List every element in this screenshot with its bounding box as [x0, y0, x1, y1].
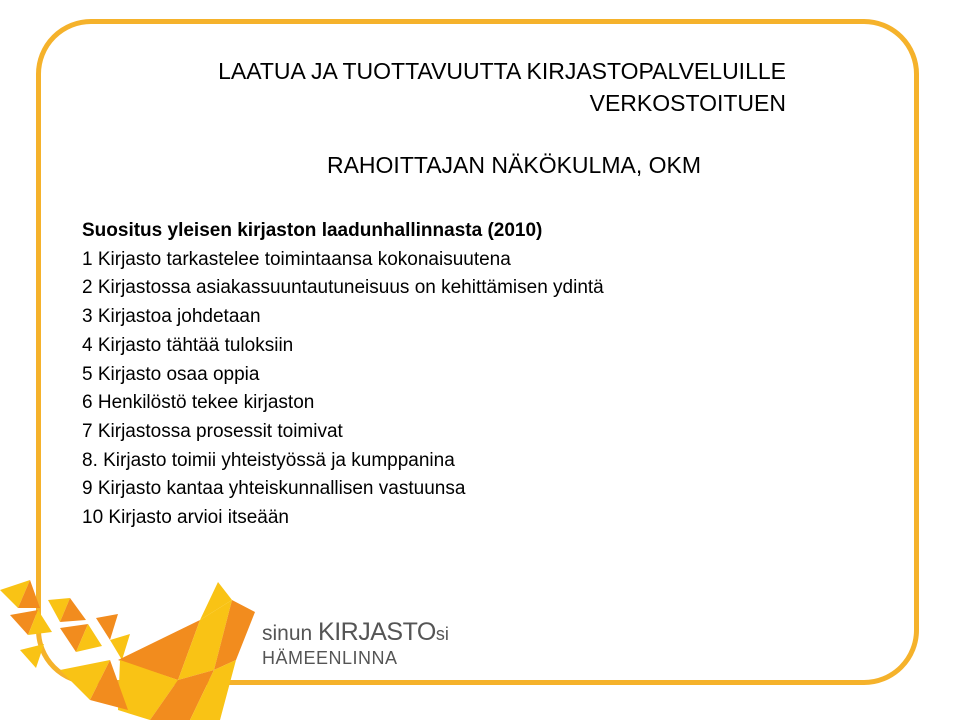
list-item: 3 Kirjastoa johdetaan — [82, 306, 261, 328]
list-item: 2 Kirjastossa asiakassuuntautuneisuus on kehittämisen ydintä — [82, 277, 604, 299]
logo-city: HÄMEENLINNA — [262, 648, 398, 668]
list-item: 1 Kirjasto tarkastelee toimintaansa kokonaisuutena — [82, 248, 511, 270]
list-item: 10 Kirjasto arvioi itseään — [82, 507, 289, 529]
logo-word-si: si — [435, 624, 449, 644]
slide-subtitle: RAHOITTAJAN NÄKÖKULMA, OKM — [326, 152, 701, 178]
list-item: 5 Kirjasto osaa oppia — [82, 363, 260, 385]
slide-title: LAATUA JA TUOTTAVUUTTA KIRJASTOPALVELUILLE VERKOSTOITUEN — [218, 58, 786, 116]
logo-word-sinun: sinun — [262, 622, 313, 645]
list-item: 8. Kirjasto toimii yhteistyössä ja kumppanina — [82, 449, 455, 471]
list-item: 4 Kirjasto tähtää tuloksiin — [82, 334, 294, 356]
logo-word-kirjasto: KIRJASTO — [318, 618, 436, 646]
list-heading: Suositus yleisen kirjaston laadunhallinnasta (2010) — [82, 220, 543, 241]
library-logo — [262, 620, 449, 670]
list-item: 7 Kirjastossa prosessit toimivat — [82, 420, 343, 442]
list-item: 6 Henkilöstö tekee kirjaston — [82, 392, 315, 414]
logo-wordmark — [262, 620, 449, 646]
origami-bird-icon — [0, 560, 260, 720]
recommendation-list — [82, 217, 842, 533]
list-item: 9 Kirjasto kantaa yhteiskunnallisen vastuunsa — [82, 478, 466, 500]
